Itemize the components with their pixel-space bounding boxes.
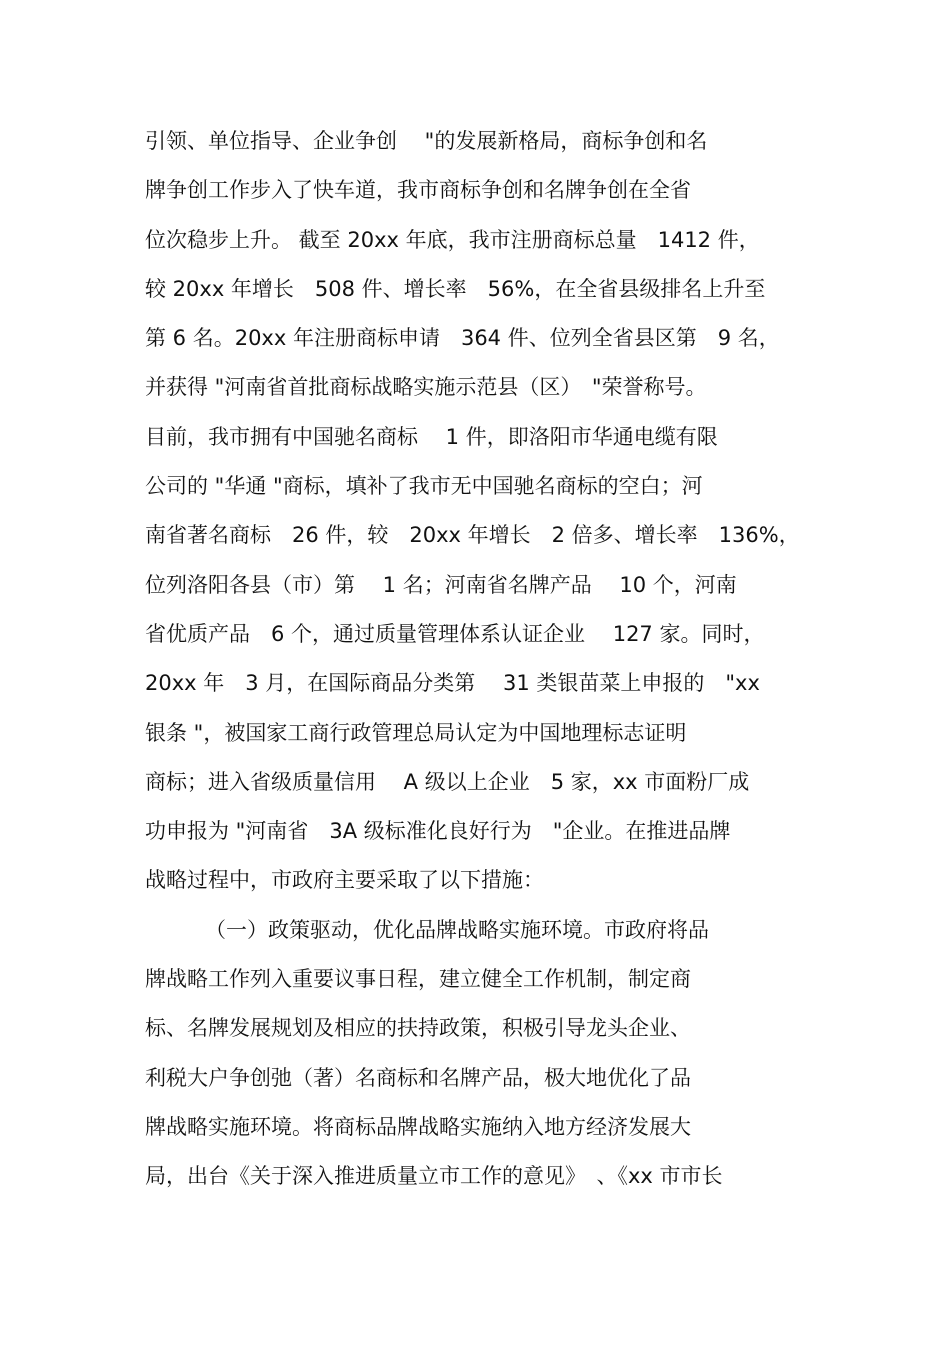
text-line: 并获得 "河南省首批商标战略实施示范县（区） "荣誉称号。 xyxy=(145,375,707,400)
text-line: 南省著名商标 26 件，较 20xx 年增长 2 倍多、增长率 136%， xyxy=(145,523,800,548)
text-line: 功申报为 "河南省 3A 级标准化良好行为 "企业。在推进品牌 xyxy=(145,819,731,844)
text-line: 利税大户争创弛（著）名商标和名牌产品，极大地优化了品 xyxy=(145,1065,691,1090)
text-line: 商标；进入省级质量信用 A 级以上企业 5 家，xx 市面粉厂成 xyxy=(145,769,750,794)
text-line: 银条 "，被国家工商行政管理总局认定为中国地理标志证明 xyxy=(145,720,687,745)
section-heading-line: （一）政策驱动，优化品牌战略实施环境。市政府将品 xyxy=(205,917,709,942)
text-line: 公司的 "华通 "商标，填补了我市无中国驰名商标的空白；河 xyxy=(145,474,703,499)
text-line: 战略过程中，市政府主要采取了以下措施： xyxy=(145,868,544,893)
text-line: 标、名牌发展规划及相应的扶持政策，积极引导龙头企业、 xyxy=(145,1016,691,1041)
text-line: 目前，我市拥有中国驰名商标 1 件，即洛阳市华通电缆有限 xyxy=(145,424,718,449)
body-text xyxy=(145,122,815,1207)
text-line: 牌战略实施环境。将商标品牌战略实施纳入地方经济发展大 xyxy=(145,1114,691,1139)
text-line: 第 6 名。20xx 年注册商标申请 364 件、位列全省县区第 9 名， xyxy=(145,326,780,351)
text-line: 牌战略工作列入重要议事日程，建立健全工作机制，制定商 xyxy=(145,967,691,992)
text-line: 20xx 年 3 月，在国际商品分类第 31 类银苗菜上申报的 "xx xyxy=(145,671,760,696)
text-line: 较 20xx 年增长 508 件、增长率 56%，在全省县级排名上升至 xyxy=(145,276,766,301)
text-line: 省优质产品 6 个，通过质量管理体系认证企业 127 家。同时， xyxy=(145,621,765,646)
text-line: 位列洛阳各县（市）第 1 名；河南省名牌产品 10 个，河南 xyxy=(145,572,737,597)
text-line: 局，出台《关于深入推进质量立市工作的意见》 、《xx 市市长 xyxy=(145,1164,723,1189)
text-line: 牌争创工作步入了快车道，我市商标争创和名牌争创在全省 xyxy=(145,178,691,203)
text-line: 引领、单位指导、企业争创 "的发展新格局，商标争创和名 xyxy=(145,129,708,153)
text-line: 位次稳步上升。 截至 20xx 年底，我市注册商标总量 1412 件， xyxy=(145,227,760,252)
